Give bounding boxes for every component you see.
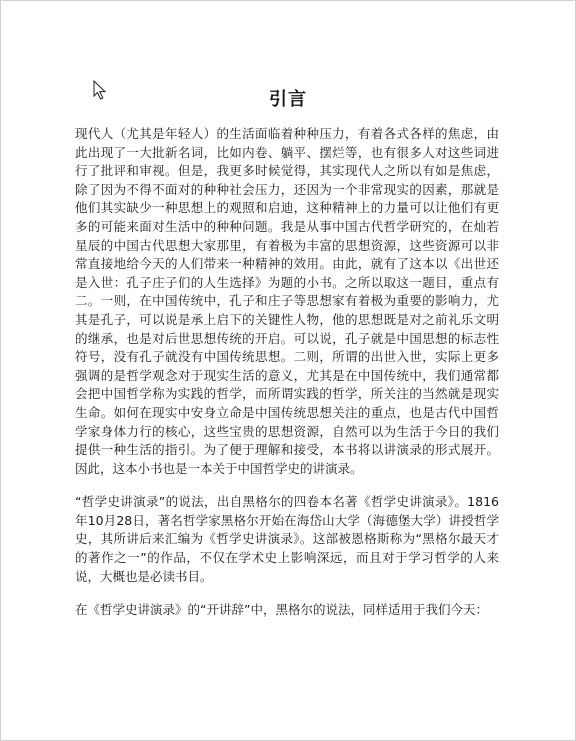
paragraph: 现代人（尤其是年轻人）的生活面临着种种压力，有着各式各样的焦虑，由此出现了一大批新名词，比如内卷、躺平、摆烂等，也有很多人对这些词进行了批评和审视。但是，我更多时候觉得，其实现代人之所以有如是焦虑，除了因为不得不面对的种种社会压力，还因为一个非常现实的因素，那就是他们其实缺少一种思想上的观照和启迪，这种精神上的力量可以让他们有更多的可能来面对生活中的种种问题。我是从事中国古代哲学研究的，在灿若星辰的中国古代思想大家那里，有着极为丰富的思想资源，这些资源可以非常直接地给今天的人们带来一种精神的效用。由此，就有了这本以《出世还是入世：孔子庄子们的人生选择》为题的小书。之所以取这一题目，重点有二。一则，在中国传统中，孔子和庄子等思想家有着极为重要的影响力，尤其是孔子，可以说是承上启下的关键性人物，他的思想既是对之前礼乐文明的继承，也是对后世思想传统的开启。可以说，孔子就是中国思想的标志性符号，没有孔子就没有中国传统思想。二则，所谓的出世入世，实际上更多强调的是哲学观念对于现实生活的意义，尤其是在中国传统中，我们通常都会把中国哲学称为实践的哲学，而所谓实践的哲学，所关注的当然就是现实生命。如何在现实中安身立命是中国传统思想关注的重点，也是古代中国哲学家身体力行的核心，这些宝贵的思想资源，自然可以为生活于今日的我们提供一种生活的指引。为了便于理解和接受，本书将以讲演录的形式展开。因此，这本小书也是一本关于中国哲学史的讲演录。 — [75, 126, 499, 476]
paragraph: 在《哲学史讲演录》的“开讲辞”中，黑格尔的说法，同样适用于我们今天： — [75, 602, 488, 618]
document-body — [75, 125, 499, 635]
page-title: 引言 — [269, 89, 307, 110]
paragraph: “哲学史讲演录”的说法，出自黑格尔的四卷本名著《哲学史讲演录》。1816年10月28日，著名哲学家黑格尔开始在海岱山大学（海德堡大学）讲授哲学史，其所讲后来汇编为《哲学史讲演录》。这部被恩格斯称为“黑格尔最天才的著作之一”的作品，不仅在学术史上影响深远，而且对于学习哲学的人来说，大概也是必读书目。 — [75, 494, 499, 584]
